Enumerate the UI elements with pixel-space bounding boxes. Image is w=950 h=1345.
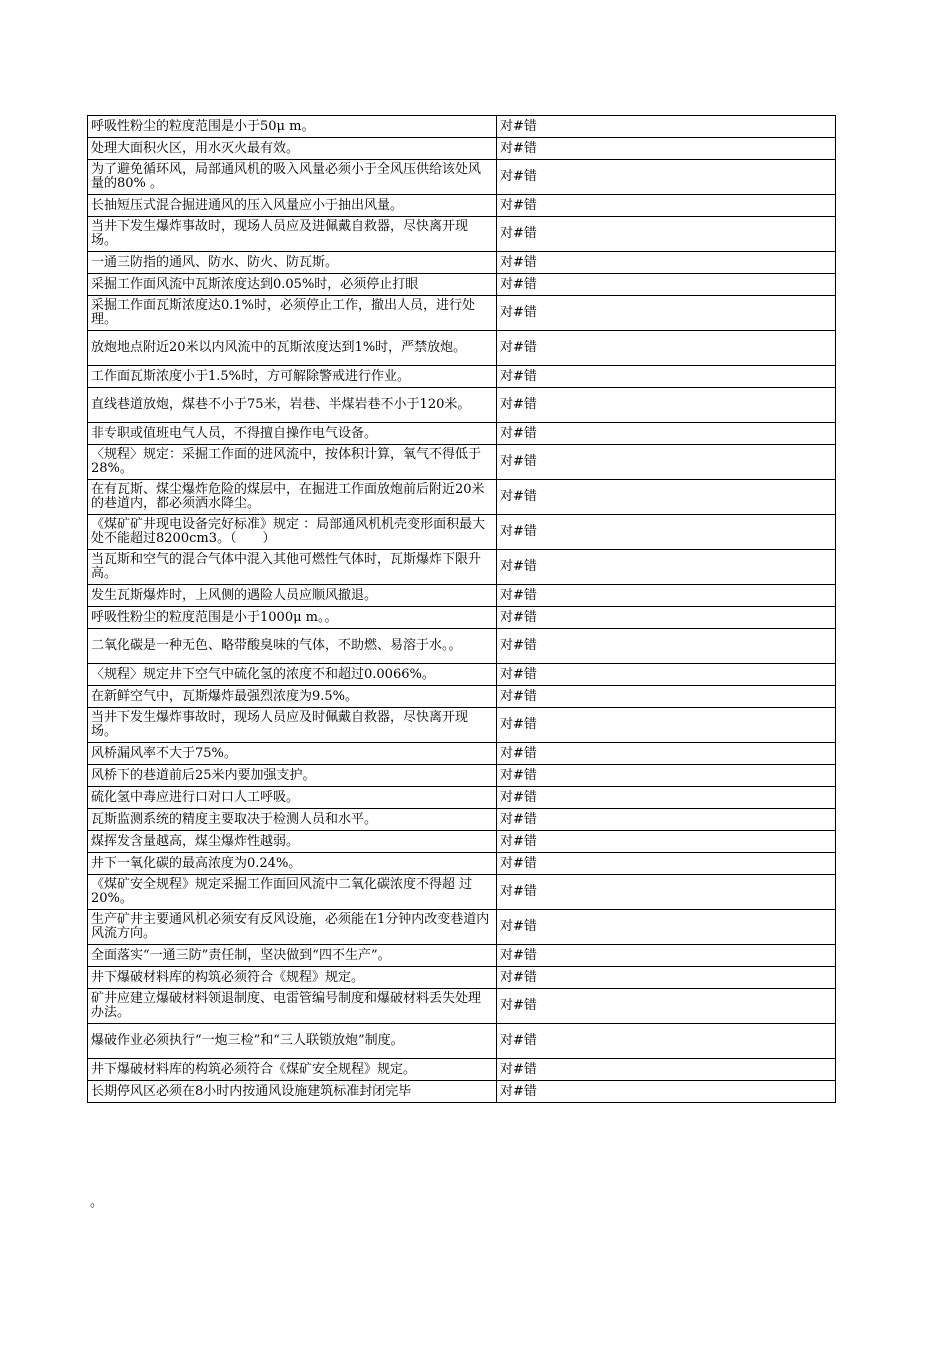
answer-cell[interactable]: 对#错 bbox=[497, 967, 836, 989]
question-cell[interactable]: 瓦斯监测系统的精度主要取决于检测人员和水平。 bbox=[88, 809, 497, 831]
question-cell[interactable]: 《煤矿矿井现电设备完好标准》规定 ：局部通风机机壳变形面积最大处不能超过8200cm3。（ ） bbox=[88, 515, 497, 550]
question-cell[interactable]: 井下一氧化碳的最高浓度为0.24%。 bbox=[88, 853, 497, 875]
question-cell[interactable]: 采掘工作面瓦斯浓度达0.1%时，必须停止工作，撤出人员，进行处理。 bbox=[88, 296, 497, 331]
table-row bbox=[88, 708, 836, 743]
table-row bbox=[88, 875, 836, 910]
question-cell[interactable]: 发生瓦斯爆炸时，上风侧的遇险人员应顺风撤退。 bbox=[88, 585, 497, 607]
answer-cell[interactable]: 对#错 bbox=[497, 809, 836, 831]
answer-cell[interactable]: 对#错 bbox=[497, 515, 836, 550]
answer-cell[interactable]: 对#错 bbox=[497, 217, 836, 252]
answer-cell[interactable]: 对#错 bbox=[497, 160, 836, 195]
answer-cell[interactable]: 对#错 bbox=[497, 116, 836, 138]
question-cell[interactable]: 一通三防指的通风、防水、防火、防瓦斯。 bbox=[88, 252, 497, 274]
question-cell[interactable]: 在新鲜空气中，瓦斯爆炸最强烈浓度为9.5%。 bbox=[88, 686, 497, 708]
answer-cell[interactable]: 对#错 bbox=[497, 550, 836, 585]
table-row bbox=[88, 296, 836, 331]
table-row bbox=[88, 1059, 836, 1081]
answer-cell[interactable]: 对#错 bbox=[497, 831, 836, 853]
answer-cell[interactable]: 对#错 bbox=[497, 585, 836, 607]
question-cell[interactable]: 在有瓦斯、煤尘爆炸危险的煤层中，在掘进工作面放炮前后附近20米的巷道内，都必须洒水降尘。 bbox=[88, 480, 497, 515]
question-cell[interactable]: 全面落实“一通三防”责任制，坚决做到“四不生产”。 bbox=[88, 945, 497, 967]
table-row bbox=[88, 550, 836, 585]
answer-cell[interactable]: 对#错 bbox=[497, 686, 836, 708]
table-row bbox=[88, 160, 836, 195]
table-row bbox=[88, 787, 836, 809]
question-cell[interactable]: 直线巷道放炮，煤巷不小于75米，岩巷、半煤岩巷不小于120米。 bbox=[88, 388, 497, 423]
table-row bbox=[88, 743, 836, 765]
table-row bbox=[88, 853, 836, 875]
question-cell[interactable]: 工作面瓦斯浓度小于1.5%时，方可解除警戒进行作业。 bbox=[88, 366, 497, 388]
table-row bbox=[88, 388, 836, 423]
table-row bbox=[88, 910, 836, 945]
answer-cell[interactable]: 对#错 bbox=[497, 274, 836, 296]
question-cell[interactable]: 长期停风区必须在8小时内按通风设施建筑标准封闭完毕 bbox=[88, 1081, 497, 1103]
table-row bbox=[88, 252, 836, 274]
answer-cell[interactable]: 对#错 bbox=[497, 989, 836, 1024]
table-row bbox=[88, 686, 836, 708]
question-cell[interactable]: 煤挥发含量越高，煤尘爆炸性越弱。 bbox=[88, 831, 497, 853]
answer-cell[interactable]: 对#错 bbox=[497, 765, 836, 787]
question-cell[interactable]: 为了避免循环风，局部通风机的吸入风量必须小于全风压供给该处风量的80% 。 bbox=[88, 160, 497, 195]
answer-cell[interactable]: 对#错 bbox=[497, 138, 836, 160]
question-cell[interactable]: 二氧化碳是一种无色、略带酸臭味的气体，不助燃、易溶于水。。 bbox=[88, 629, 497, 664]
table-row bbox=[88, 765, 836, 787]
answer-cell[interactable]: 对#错 bbox=[497, 664, 836, 686]
table-row bbox=[88, 1024, 836, 1059]
answer-cell[interactable]: 对#错 bbox=[497, 445, 836, 480]
answer-cell[interactable]: 对#错 bbox=[497, 607, 836, 629]
table-row bbox=[88, 989, 836, 1024]
answer-cell[interactable]: 对#错 bbox=[497, 331, 836, 366]
table-row bbox=[88, 423, 836, 445]
question-cell[interactable]: 当井下发生爆炸事故时，现场人员应及时佩戴自救器，尽快离开现场。 bbox=[88, 708, 497, 743]
question-cell[interactable]: 爆破作业必须执行“一炮三检”和“三人联锁放炮”制度。 bbox=[88, 1024, 497, 1059]
table-row bbox=[88, 607, 836, 629]
question-cell[interactable]: 井下爆破材料库的构筑必须符合《规程》规定。 bbox=[88, 967, 497, 989]
question-cell[interactable]: 风桥下的巷道前后25米内要加强支护。 bbox=[88, 765, 497, 787]
question-cell[interactable]: 处理大面积火区，用水灭火最有效。 bbox=[88, 138, 497, 160]
answer-cell[interactable]: 对#错 bbox=[497, 629, 836, 664]
question-cell[interactable]: 长抽短压式混合掘进通风的压入风量应小于抽出风量。 bbox=[88, 195, 497, 217]
answer-cell[interactable]: 对#错 bbox=[497, 480, 836, 515]
table-row bbox=[88, 366, 836, 388]
question-cell[interactable]: 硫化氢中毒应进行口对口人工呼吸。 bbox=[88, 787, 497, 809]
table-row bbox=[88, 331, 836, 366]
table-row bbox=[88, 217, 836, 252]
question-cell[interactable]: 当瓦斯和空气的混合气体中混入其他可燃性气体时，瓦斯爆炸下限升高。 bbox=[88, 550, 497, 585]
question-cell[interactable]: 呼吸性粉尘的粒度范围是小于50μ m。 bbox=[88, 116, 497, 138]
question-cell[interactable]: 《煤矿安全规程》规定采掘工作面回风流中二氧化碳浓度不得超 过20%。 bbox=[88, 875, 497, 910]
answer-cell[interactable]: 对#错 bbox=[497, 853, 836, 875]
question-cell[interactable]: 采掘工作面风流中瓦斯浓度达到0.05%时，必须停止打眼 bbox=[88, 274, 497, 296]
question-table bbox=[87, 115, 836, 1103]
overflow-text: 。 bbox=[90, 1195, 104, 1210]
question-cell[interactable]: 呼吸性粉尘的粒度范围是小于1000μ m。。 bbox=[88, 607, 497, 629]
answer-cell[interactable]: 对#错 bbox=[497, 195, 836, 217]
table-row bbox=[88, 945, 836, 967]
answer-cell[interactable]: 对#错 bbox=[497, 388, 836, 423]
table-row bbox=[88, 585, 836, 607]
question-cell[interactable]: 〈规程〉规定：采掘工作面的进风流中，按体积计算，氧气不得低于28%。 bbox=[88, 445, 497, 480]
answer-cell[interactable]: 对#错 bbox=[497, 743, 836, 765]
answer-cell[interactable]: 对#错 bbox=[497, 910, 836, 945]
table-row bbox=[88, 195, 836, 217]
table-row bbox=[88, 664, 836, 686]
answer-cell[interactable]: 对#错 bbox=[497, 1059, 836, 1081]
answer-cell[interactable]: 对#错 bbox=[497, 1024, 836, 1059]
answer-cell[interactable]: 对#错 bbox=[497, 252, 836, 274]
answer-cell[interactable]: 对#错 bbox=[497, 366, 836, 388]
table-row bbox=[88, 967, 836, 989]
table-row bbox=[88, 515, 836, 550]
answer-cell[interactable]: 对#错 bbox=[497, 423, 836, 445]
table-row bbox=[88, 480, 836, 515]
answer-cell[interactable]: 对#错 bbox=[497, 1081, 836, 1103]
question-cell[interactable]: 矿井应建立爆破材料领退制度、电雷管编号制度和爆破材料丢失处理办法。 bbox=[88, 989, 497, 1024]
table-row bbox=[88, 116, 836, 138]
table-row bbox=[88, 809, 836, 831]
question-cell[interactable]: 井下爆破材料库的构筑必须符合《煤矿安全规程》规定。 bbox=[88, 1059, 497, 1081]
question-cell[interactable]: 非专职或值班电气人员，不得擅自操作电气设备。 bbox=[88, 423, 497, 445]
table-row bbox=[88, 445, 836, 480]
question-cell[interactable]: 风桥漏风率不大于75%。 bbox=[88, 743, 497, 765]
table-row bbox=[88, 274, 836, 296]
answer-cell[interactable]: 对#错 bbox=[497, 296, 836, 331]
question-cell[interactable]: 生产矿井主要通风机必须安有反风设施，必须能在1分钟内改变巷道内风流方向。 bbox=[88, 910, 497, 945]
table-row bbox=[88, 629, 836, 664]
table-row bbox=[88, 831, 836, 853]
question-cell[interactable]: 当井下发生爆炸事故时，现场人员应及进佩戴自救器，尽快离开现场。 bbox=[88, 217, 497, 252]
question-cell[interactable]: 〈规程〉规定井下空气中硫化氢的浓度不和超过0.0066%。 bbox=[88, 664, 497, 686]
question-cell[interactable]: 放炮地点附近20米以内风流中的瓦斯浓度达到1%时，严禁放炮。 bbox=[88, 331, 497, 366]
answer-cell[interactable]: 对#错 bbox=[497, 945, 836, 967]
table-row bbox=[88, 138, 836, 160]
answer-cell[interactable]: 对#错 bbox=[497, 708, 836, 743]
answer-cell[interactable]: 对#错 bbox=[497, 875, 836, 910]
table-row bbox=[88, 1081, 836, 1103]
answer-cell[interactable]: 对#错 bbox=[497, 787, 836, 809]
